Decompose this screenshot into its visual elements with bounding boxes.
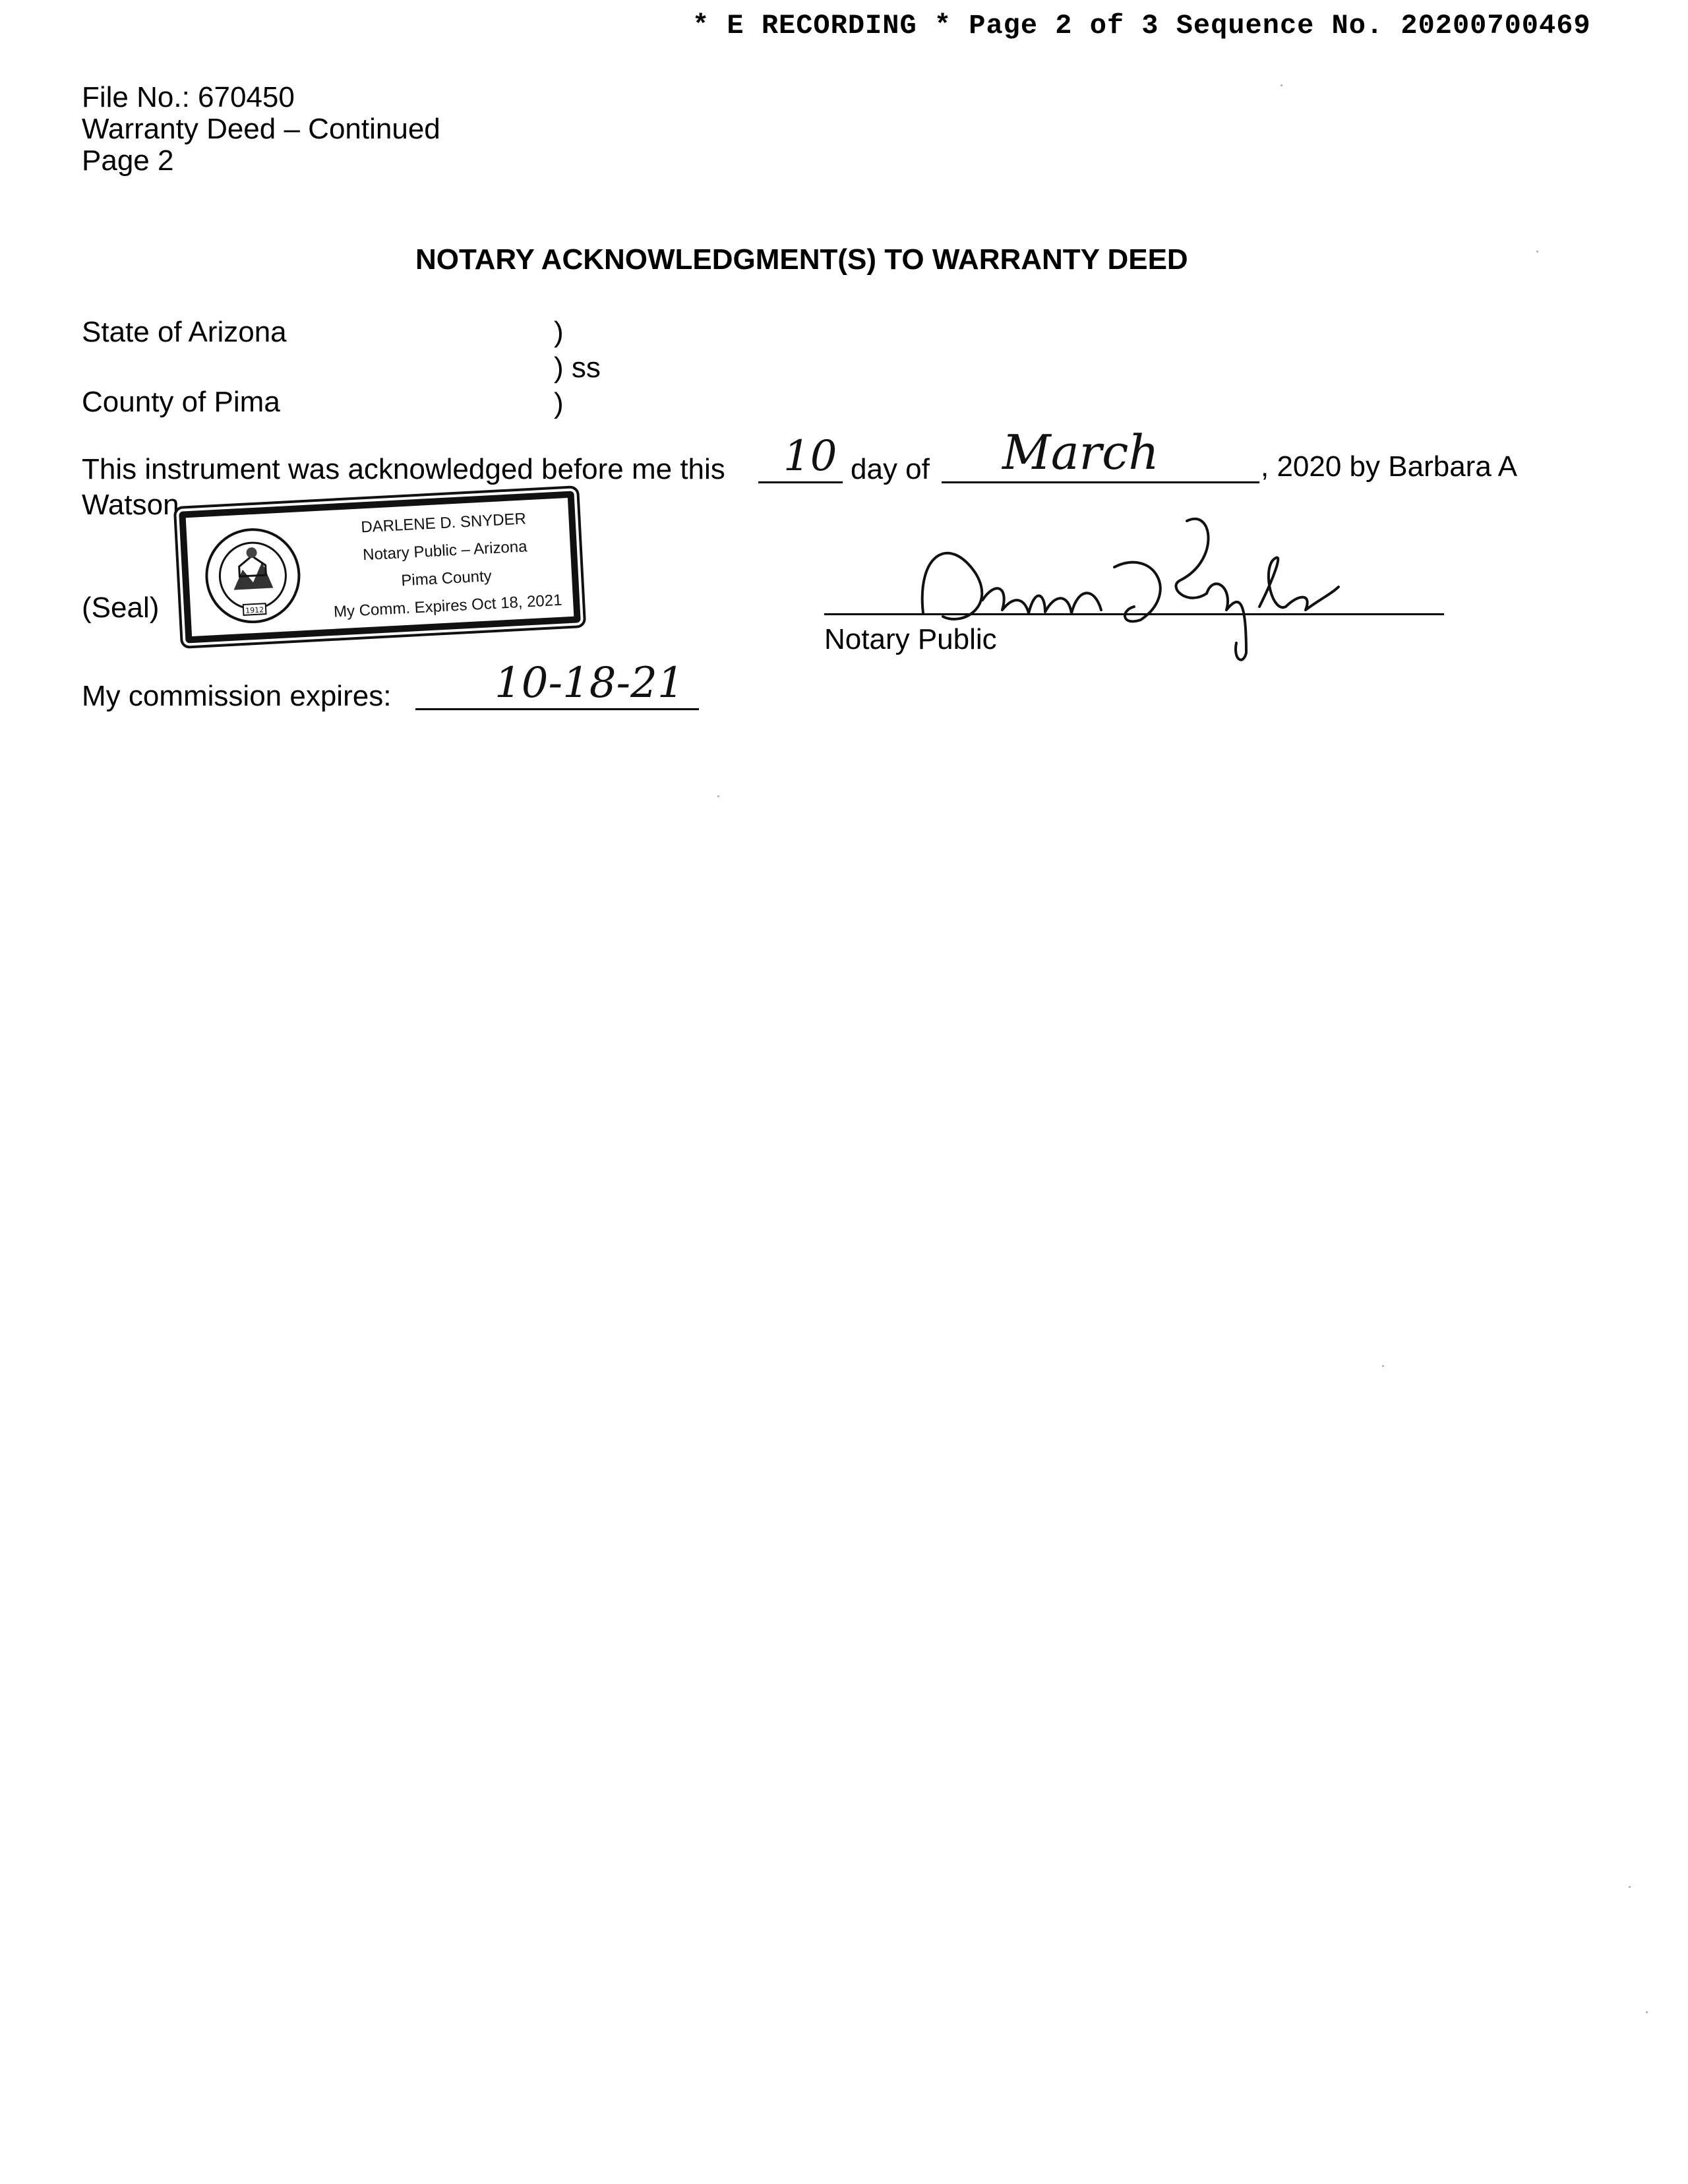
scan-speck bbox=[1629, 1886, 1631, 1888]
stamp-notary-name: DARLENE D. SNYDER bbox=[360, 510, 527, 537]
commission-handwritten: 10-18-21 bbox=[495, 659, 684, 708]
venue-paren-3: ) bbox=[554, 387, 564, 419]
month-handwritten: March bbox=[1002, 425, 1159, 480]
stamp-notary-title: Notary Public – Arizona bbox=[362, 537, 528, 564]
scan-speck bbox=[1536, 251, 1538, 253]
commission-underline bbox=[415, 708, 699, 710]
day-underline bbox=[758, 481, 843, 483]
seal-label: (Seal) bbox=[82, 592, 160, 624]
file-number: File No.: 670450 bbox=[82, 81, 295, 113]
day-of-label: day of bbox=[851, 453, 930, 485]
notary-public-label: Notary Public bbox=[824, 623, 997, 655]
document-title: Warranty Deed – Continued bbox=[82, 113, 440, 145]
commission-label: My commission expires: bbox=[82, 680, 392, 712]
stamp-expiration: My Comm. Expires Oct 18, 2021 bbox=[333, 591, 563, 621]
scan-speck bbox=[1646, 2011, 1648, 2013]
page-title: NOTARY ACKNOWLEDGMENT(S) TO WARRANTY DEED bbox=[415, 243, 1188, 276]
day-handwritten: 10 bbox=[783, 432, 837, 481]
state-label: State of Arizona bbox=[82, 316, 287, 348]
acknowledgment-continued: Watson bbox=[82, 489, 179, 521]
stamp-county: Pima County bbox=[400, 567, 493, 590]
recording-header: * E RECORDING * Page 2 of 3 Sequence No. 20200700469 bbox=[692, 10, 1591, 42]
notary-stamp bbox=[179, 491, 581, 643]
scan-speck bbox=[1382, 1365, 1384, 1367]
venue-paren-1: ) bbox=[554, 316, 564, 348]
stamp-text bbox=[324, 503, 567, 626]
acknowledgment-suffix: , 2020 by Barbara A bbox=[1261, 450, 1517, 483]
month-underline bbox=[942, 481, 1259, 483]
page-number: Page 2 bbox=[82, 144, 174, 177]
state-seal-icon bbox=[201, 524, 305, 628]
acknowledgment-prefix: This instrument was acknowledged before me this bbox=[82, 453, 725, 485]
scan-speck bbox=[717, 795, 719, 797]
county-label: County of Pima bbox=[82, 386, 280, 418]
scan-speck bbox=[1281, 84, 1282, 86]
seal-year: 1912 bbox=[245, 605, 264, 615]
venue-ss: ) ss bbox=[554, 351, 601, 384]
